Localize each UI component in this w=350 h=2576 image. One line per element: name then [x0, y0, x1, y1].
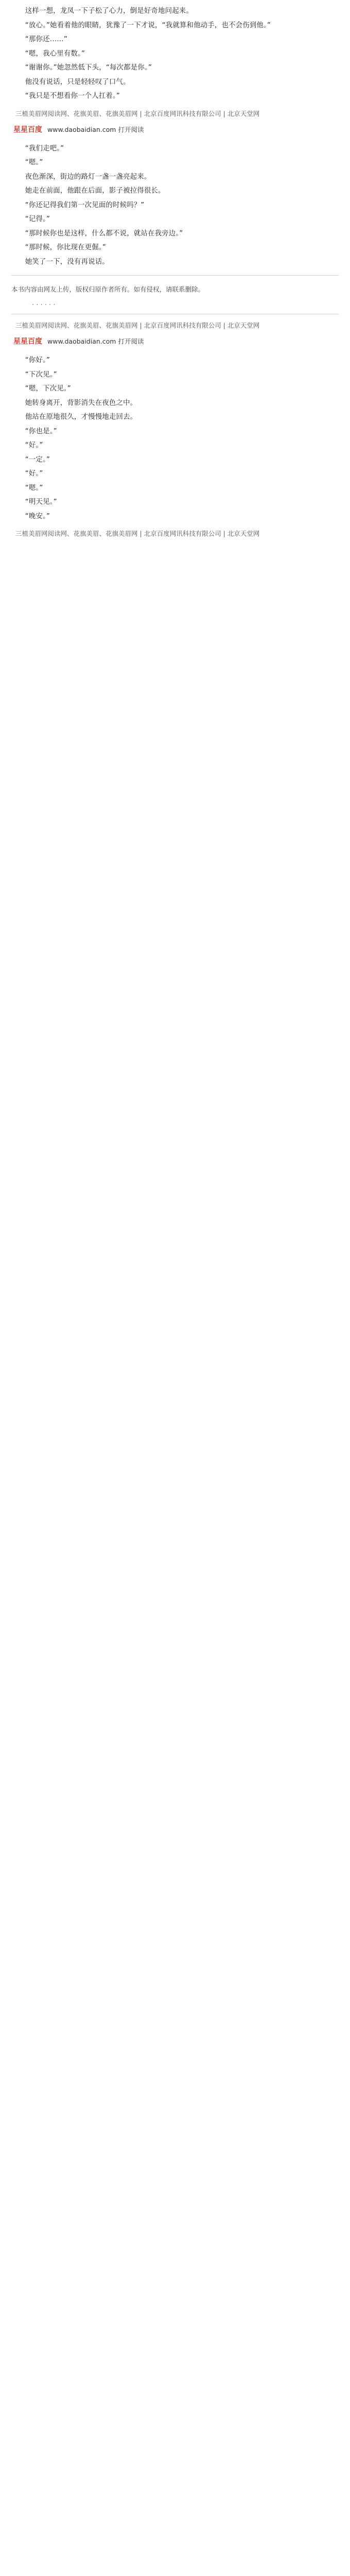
paragraph: “那时候，你比现在更倔。” — [25, 244, 106, 251]
paragraph: “嗯。” — [25, 484, 43, 492]
footer-band: 三植美眉网阅读网、花旗美眉、花旗美眉网 | 北京百度网讯科技有限公司 | 北京天堂网 — [15, 321, 260, 329]
paragraph: “记得。” — [25, 215, 50, 223]
paragraph: “一定。” — [25, 455, 50, 464]
paragraph: “下次见。” — [25, 370, 57, 379]
section-3 — [11, 351, 339, 523]
content-column — [11, 0, 339, 539]
footer-right-text: 北京百度网讯科技有限公司 | 北京天堂网 — [144, 109, 260, 117]
paragraph: “我只是不想看你一个人扛着。” — [25, 92, 120, 100]
paragraph: 他站在原地很久，才慢慢地走回去。 — [25, 413, 137, 421]
paragraph: 她走在前面，他跟在后面，影子被拉得很长。 — [25, 187, 165, 195]
paragraph: “好。” — [25, 470, 43, 478]
footer-right-text: 北京百度网讯科技有限公司 | 北京天堂网 — [144, 321, 260, 329]
paragraph: “谢谢你。”她忽然低下头，“每次都是你。” — [25, 64, 152, 72]
section-2 — [11, 140, 339, 269]
paragraph: 这样一想，龙凤一下子松了心力，倒是好奇地问起来。 — [25, 7, 193, 15]
paragraph: “那你还……” — [25, 36, 68, 43]
footer-left-text: 三植美眉网阅读网、花旗美眉、花旗美眉网 — [15, 530, 138, 537]
footer-left-text: 三植美眉网阅读网、花旗美眉、花旗美眉网 — [15, 109, 138, 117]
footer-band: 三植美眉网阅读网、花旗美眉、花旗美眉网 | 北京百度网讯科技有限公司 | 北京天堂网 — [15, 530, 260, 537]
site-band[interactable] — [11, 331, 339, 351]
paragraph: 他没有说话，只是轻轻叹了口气。 — [25, 78, 130, 86]
notice-text: 本书内容由网友上传，版权归原作者所有。如有侵权，请联系删除。 — [11, 285, 205, 293]
footer-left-text: 三植美眉网阅读网、花旗美眉、花旗美眉网 — [15, 321, 138, 329]
site-url[interactable]: www.daobaidian.com 打开阅读 — [47, 125, 144, 133]
paragraph: 她笑了一下，没有再说话。 — [25, 258, 109, 266]
site-url[interactable]: www.daobaidian.com 打开阅读 — [47, 337, 144, 345]
site-logo: 星星百度 — [13, 125, 42, 134]
paragraph: 夜色渐深，街边的路灯一盏一盏亮起来。 — [25, 173, 151, 181]
section-1 — [11, 0, 339, 104]
paragraph: “晚安。” — [25, 512, 50, 520]
footer-right-text: 北京百度网讯科技有限公司 | 北京天堂网 — [144, 530, 260, 537]
paragraph: “嗯。” — [25, 159, 43, 166]
paragraph: “嗯，下次见。” — [25, 385, 71, 393]
paragraph: “放心。”她看着他的眼睛，犹豫了一下才说，“我就算和他动手，也不会伤到他。” — [25, 21, 271, 29]
ellipsis-dots: . . . . . . — [32, 299, 56, 307]
footer-band: 三植美眉网阅读网、花旗美眉、花旗美眉网 | 北京百度网讯科技有限公司 | 北京天堂网 — [15, 109, 260, 117]
paragraph: 她转身离开，背影消失在夜色之中。 — [25, 399, 137, 407]
site-band[interactable] — [11, 119, 339, 140]
paragraph: “嗯，我心里有数。” — [25, 49, 85, 58]
paragraph: “你还记得我们第一次见面的时候吗？” — [25, 201, 145, 209]
paragraph: “明天见。” — [25, 498, 57, 506]
paragraph: “你好。” — [25, 357, 50, 364]
paragraph: “我们走吧。” — [25, 144, 64, 152]
notice-box — [11, 275, 339, 314]
paragraph: “好。” — [25, 442, 43, 449]
paragraph: “你也是。” — [25, 427, 57, 435]
site-logo: 星星百度 — [13, 337, 42, 346]
paragraph: “那时候你也是这样，什么都不说，就站在我旁边。” — [25, 229, 183, 238]
